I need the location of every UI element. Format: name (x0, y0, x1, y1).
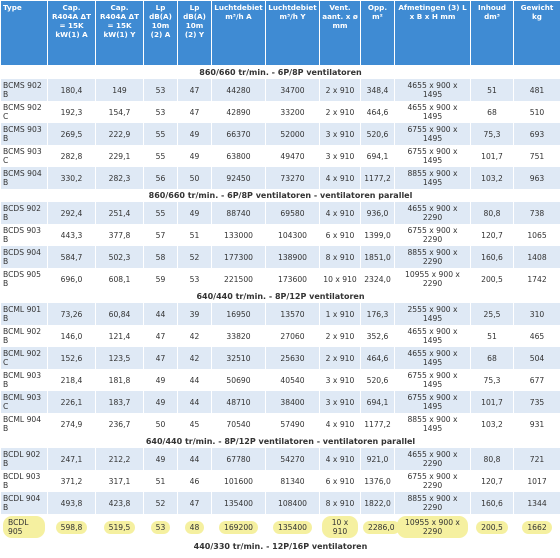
value-cell: 520,6 (361, 369, 395, 391)
value-cell: 40540 (266, 369, 320, 391)
value-cell: 176,3 (361, 303, 395, 325)
type-cell: BCMS 903 C (1, 145, 48, 167)
value-cell: 47 (178, 492, 212, 514)
value-cell: 1399,0 (361, 224, 395, 246)
value-cell: 2 x 910 (320, 79, 361, 101)
value-cell: 493,8 (48, 492, 96, 514)
type-cell: BCDL 902 B (1, 448, 48, 470)
value-cell: 721 (514, 448, 560, 470)
value-cell: 50 (144, 413, 178, 435)
type-cell: BCDL 903 B (1, 470, 48, 492)
table-row (1, 101, 560, 123)
table-row (1, 391, 560, 413)
value-cell: 751 (514, 145, 560, 167)
value-cell: 103,2 (471, 167, 514, 189)
value-cell: 49 (178, 123, 212, 145)
value-cell: 49 (144, 448, 178, 470)
section-title: 640/440 tr/min. - 8P/12P ventilatoren - ventilatoren parallel (1, 435, 560, 448)
value-cell: 80,8 (471, 448, 514, 470)
value-cell: 3 x 910 (320, 369, 361, 391)
value-cell: 44 (144, 303, 178, 325)
value-cell: 52000 (266, 123, 320, 145)
value-cell: 251,4 (96, 202, 144, 224)
value-cell: 60,84 (96, 303, 144, 325)
value-cell: 229,1 (96, 145, 144, 167)
highlight-mark: 10955 x 900 x 2290 (397, 516, 468, 538)
value-cell: 51 (144, 470, 178, 492)
column-header: Cap. R404A ΔT = 15K kW(1) Y (96, 1, 144, 66)
value-cell: 152,6 (48, 347, 96, 369)
table-row (1, 268, 560, 290)
value-cell: 608,1 (96, 268, 144, 290)
value-cell: 4 x 910 (320, 413, 361, 435)
value-cell: 103,2 (471, 413, 514, 435)
value-cell: 42 (178, 347, 212, 369)
highlight-mark: 200,5 (476, 521, 508, 534)
section-title-row (1, 290, 560, 303)
value-cell: 310 (514, 303, 560, 325)
section-title-row (1, 435, 560, 448)
table-row (1, 492, 560, 514)
value-cell: 4 x 910 (320, 202, 361, 224)
value-cell (178, 514, 212, 540)
value-cell: 6755 x 900 x 2290 (395, 224, 471, 246)
value-cell: 8 x 910 (320, 492, 361, 514)
value-cell: 735 (514, 391, 560, 413)
value-cell: 2 x 910 (320, 325, 361, 347)
value-cell: 51 (471, 325, 514, 347)
highlight-mark: 53 (151, 521, 171, 534)
value-cell: 502,3 (96, 246, 144, 268)
value-cell: 443,3 (48, 224, 96, 246)
value-cell: 4655 x 900 x 1495 (395, 79, 471, 101)
type-cell: BCDS 902 B (1, 202, 48, 224)
value-cell: 1408 (514, 246, 560, 268)
value-cell: 696,0 (48, 268, 96, 290)
value-cell: 46 (178, 470, 212, 492)
column-header: Lp dB(A) 10m (2) A (144, 1, 178, 66)
value-cell: 81340 (266, 470, 320, 492)
value-cell: 694,1 (361, 145, 395, 167)
value-cell: 25,5 (471, 303, 514, 325)
value-cell: 180,4 (48, 79, 96, 101)
value-cell: 177300 (212, 246, 266, 268)
value-cell: 236,7 (96, 413, 144, 435)
value-cell: 173600 (266, 268, 320, 290)
value-cell: 2324,0 (361, 268, 395, 290)
value-cell: 8 x 910 (320, 246, 361, 268)
value-cell: 53 (178, 268, 212, 290)
value-cell: 47 (178, 101, 212, 123)
value-cell (514, 514, 560, 540)
value-cell: 120,7 (471, 470, 514, 492)
type-cell: BCDS 904 B (1, 246, 48, 268)
value-cell: 6755 x 900 x 1495 (395, 123, 471, 145)
value-cell: 1177,2 (361, 413, 395, 435)
value-cell: 371,2 (48, 470, 96, 492)
value-cell: 1017 (514, 470, 560, 492)
value-cell (48, 514, 96, 540)
value-cell: 55 (144, 202, 178, 224)
table-row (1, 448, 560, 470)
type-cell: BCMS 902 C (1, 101, 48, 123)
value-cell: 104300 (266, 224, 320, 246)
value-cell: 4655 x 900 x 1495 (395, 325, 471, 347)
value-cell: 25630 (266, 347, 320, 369)
value-cell: 48710 (212, 391, 266, 413)
value-cell: 55 (144, 123, 178, 145)
value-cell: 42 (178, 325, 212, 347)
highlight-mark: 598,8 (56, 521, 88, 534)
value-cell: 693 (514, 123, 560, 145)
highlight-mark: 519,5 (104, 521, 136, 534)
value-cell: 8855 x 900 x 2290 (395, 492, 471, 514)
value-cell: 584,7 (48, 246, 96, 268)
value-cell (395, 514, 471, 540)
value-cell: 33820 (212, 325, 266, 347)
value-cell: 120,7 (471, 224, 514, 246)
value-cell: 47 (178, 79, 212, 101)
value-cell: 222,9 (96, 123, 144, 145)
value-cell: 352,6 (361, 325, 395, 347)
value-cell: 70540 (212, 413, 266, 435)
value-cell: 8855 x 900 x 1495 (395, 413, 471, 435)
table-body (1, 66, 560, 554)
value-cell: 59 (144, 268, 178, 290)
value-cell: 1177,2 (361, 167, 395, 189)
value-cell: 282,8 (48, 145, 96, 167)
value-cell: 348,4 (361, 79, 395, 101)
value-cell: 44 (178, 369, 212, 391)
value-cell: 101,7 (471, 391, 514, 413)
value-cell: 138900 (266, 246, 320, 268)
value-cell: 68 (471, 101, 514, 123)
section-title: 860/660 tr/min. - 6P/8P ventilatoren - ventilatoren parallel (1, 189, 560, 202)
value-cell: 520,6 (361, 123, 395, 145)
table-row (1, 167, 560, 189)
value-cell: 931 (514, 413, 560, 435)
value-cell: 73270 (266, 167, 320, 189)
value-cell: 160,6 (471, 492, 514, 514)
value-cell: 6755 x 900 x 1495 (395, 369, 471, 391)
section-title-row (1, 66, 560, 80)
value-cell: 42890 (212, 101, 266, 123)
value-cell: 52 (178, 246, 212, 268)
header-row (1, 1, 560, 66)
value-cell: 53 (144, 79, 178, 101)
type-cell: BCML 903 B (1, 369, 48, 391)
table-row (1, 369, 560, 391)
value-cell: 183,7 (96, 391, 144, 413)
value-cell: 27060 (266, 325, 320, 347)
value-cell: 73,26 (48, 303, 96, 325)
highlight-mark: 48 (185, 521, 205, 534)
value-cell: 133000 (212, 224, 266, 246)
value-cell: 423,8 (96, 492, 144, 514)
value-cell: 88740 (212, 202, 266, 224)
table-row (1, 79, 560, 101)
value-cell: 6 x 910 (320, 470, 361, 492)
section-title-row (1, 189, 560, 202)
value-cell: 200,5 (471, 268, 514, 290)
table-row (1, 347, 560, 369)
value-cell: 55 (144, 145, 178, 167)
value-cell (320, 514, 361, 540)
value-cell: 4 x 910 (320, 167, 361, 189)
value-cell: 1344 (514, 492, 560, 514)
value-cell: 292,4 (48, 202, 96, 224)
value-cell: 269,5 (48, 123, 96, 145)
value-cell: 34700 (266, 79, 320, 101)
value-cell: 101600 (212, 470, 266, 492)
value-cell: 92450 (212, 167, 266, 189)
value-cell: 49 (144, 369, 178, 391)
table-row (1, 413, 560, 435)
value-cell: 4655 x 900 x 2290 (395, 448, 471, 470)
value-cell: 154,7 (96, 101, 144, 123)
value-cell: 39 (178, 303, 212, 325)
value-cell: 464,6 (361, 347, 395, 369)
value-cell: 68 (471, 347, 514, 369)
column-header: Vent. aant. x ø mm (320, 1, 361, 66)
type-cell: BCML 903 C (1, 391, 48, 413)
value-cell: 160,6 (471, 246, 514, 268)
section-title: 640/440 tr/min. - 8P/12P ventilatoren (1, 290, 560, 303)
value-cell: 50690 (212, 369, 266, 391)
value-cell: 212,2 (96, 448, 144, 470)
type-cell: BCML 902 C (1, 347, 48, 369)
value-cell: 317,1 (96, 470, 144, 492)
table-row (1, 303, 560, 325)
value-cell (266, 514, 320, 540)
value-cell: 49470 (266, 145, 320, 167)
value-cell: 49 (178, 145, 212, 167)
value-cell: 274,9 (48, 413, 96, 435)
value-cell: 44280 (212, 79, 266, 101)
value-cell: 282,3 (96, 167, 144, 189)
value-cell: 963 (514, 167, 560, 189)
value-cell: 135400 (212, 492, 266, 514)
column-header: Opp. m² (361, 1, 395, 66)
value-cell: 6 x 910 (320, 224, 361, 246)
highlight-mark: 1662 (522, 521, 551, 534)
value-cell: 47 (144, 325, 178, 347)
value-cell: 2555 x 900 x 1495 (395, 303, 471, 325)
value-cell: 80,8 (471, 202, 514, 224)
value-cell: 504 (514, 347, 560, 369)
value-cell: 54270 (266, 448, 320, 470)
value-cell: 52 (144, 492, 178, 514)
value-cell: 1065 (514, 224, 560, 246)
value-cell: 3 x 910 (320, 391, 361, 413)
value-cell: 936,0 (361, 202, 395, 224)
value-cell: 58 (144, 246, 178, 268)
column-header: Afmetingen (3) L x B x H mm (395, 1, 471, 66)
type-cell: BCML 902 B (1, 325, 48, 347)
column-header: Cap. R404A ΔT = 15K kW(1) A (48, 1, 96, 66)
value-cell (361, 514, 395, 540)
value-cell: 10 x 910 (320, 268, 361, 290)
value-cell: 8855 x 900 x 2290 (395, 246, 471, 268)
value-cell: 33200 (266, 101, 320, 123)
highlight-mark: 2286,0 (363, 521, 400, 534)
value-cell: 3 x 910 (320, 145, 361, 167)
table-row (1, 145, 560, 167)
value-cell: 57 (144, 224, 178, 246)
value-cell: 75,3 (471, 369, 514, 391)
value-cell: 123,5 (96, 347, 144, 369)
column-header: Type (1, 1, 48, 66)
highlight-mark: 10 x 910 (322, 516, 358, 538)
value-cell: 10955 x 900 x 2290 (395, 268, 471, 290)
value-cell: 53 (144, 101, 178, 123)
section-title: 860/660 tr/min. - 6P/8P ventilatoren (1, 66, 560, 80)
column-header: Luchtdebiet m³/h A (212, 1, 266, 66)
value-cell: 69580 (266, 202, 320, 224)
value-cell: 67780 (212, 448, 266, 470)
value-cell: 32510 (212, 347, 266, 369)
value-cell: 47 (144, 347, 178, 369)
value-cell: 677 (514, 369, 560, 391)
type-cell: BCDL 904 B (1, 492, 48, 514)
value-cell: 4 x 910 (320, 448, 361, 470)
value-cell: 44 (178, 391, 212, 413)
value-cell: 57490 (266, 413, 320, 435)
value-cell: 181,8 (96, 369, 144, 391)
value-cell: 3 x 910 (320, 123, 361, 145)
highlight-mark: 169200 (219, 521, 258, 534)
value-cell: 6755 x 900 x 1495 (395, 145, 471, 167)
value-cell: 49 (178, 202, 212, 224)
value-cell: 192,3 (48, 101, 96, 123)
table-row (1, 325, 560, 347)
value-cell: 4655 x 900 x 2290 (395, 202, 471, 224)
type-cell: BCML 901 B (1, 303, 48, 325)
value-cell: 16950 (212, 303, 266, 325)
value-cell (96, 514, 144, 540)
highlight-mark: BCDL 905 (3, 516, 45, 538)
value-cell: 6755 x 900 x 1495 (395, 391, 471, 413)
value-cell: 8855 x 900 x 1495 (395, 167, 471, 189)
table-row (1, 123, 560, 145)
column-header: Gewicht kg (514, 1, 560, 66)
type-cell: BCDS 903 B (1, 224, 48, 246)
value-cell: 4655 x 900 x 1495 (395, 101, 471, 123)
value-cell: 1822,0 (361, 492, 395, 514)
table-row (1, 470, 560, 492)
value-cell: 330,2 (48, 167, 96, 189)
value-cell: 510 (514, 101, 560, 123)
value-cell: 44 (178, 448, 212, 470)
value-cell: 226,1 (48, 391, 96, 413)
value-cell: 50 (178, 167, 212, 189)
value-cell: 377,8 (96, 224, 144, 246)
type-cell (1, 514, 48, 540)
value-cell: 66370 (212, 123, 266, 145)
value-cell: 2 x 910 (320, 101, 361, 123)
type-cell: BCML 904 B (1, 413, 48, 435)
value-cell: 56 (144, 167, 178, 189)
value-cell: 75,3 (471, 123, 514, 145)
value-cell: 247,1 (48, 448, 96, 470)
section-title-cutoff: 440/330 tr/min. - 12P/16P ventilatoren (1, 540, 560, 553)
highlight-mark: 135400 (273, 521, 312, 534)
value-cell: 1 x 910 (320, 303, 361, 325)
table-row (1, 202, 560, 224)
value-cell: 51 (178, 224, 212, 246)
table-row (1, 246, 560, 268)
value-cell (212, 514, 266, 540)
value-cell: 149 (96, 79, 144, 101)
value-cell: 6755 x 900 x 2290 (395, 470, 471, 492)
type-cell: BCDS 905 B (1, 268, 48, 290)
value-cell: 4655 x 900 x 1495 (395, 347, 471, 369)
value-cell: 464,6 (361, 101, 395, 123)
type-cell: BCMS 904 B (1, 167, 48, 189)
column-header: Luchtdebiet m³/h Y (266, 1, 320, 66)
value-cell: 146,0 (48, 325, 96, 347)
value-cell: 63800 (212, 145, 266, 167)
value-cell: 221500 (212, 268, 266, 290)
section-title-row (1, 540, 560, 553)
value-cell: 921,0 (361, 448, 395, 470)
highlighted-row (1, 514, 560, 540)
value-cell: 481 (514, 79, 560, 101)
value-cell: 51 (471, 79, 514, 101)
type-cell: BCMS 902 B (1, 79, 48, 101)
value-cell: 2 x 910 (320, 347, 361, 369)
value-cell: 738 (514, 202, 560, 224)
column-header: Lp dB(A) 10m (2) Y (178, 1, 212, 66)
value-cell: 49 (144, 391, 178, 413)
value-cell: 101,7 (471, 145, 514, 167)
table-row (1, 224, 560, 246)
value-cell: 1851,0 (361, 246, 395, 268)
value-cell: 1742 (514, 268, 560, 290)
value-cell: 45 (178, 413, 212, 435)
value-cell (471, 514, 514, 540)
value-cell: 694,1 (361, 391, 395, 413)
value-cell: 218,4 (48, 369, 96, 391)
value-cell: 121,4 (96, 325, 144, 347)
value-cell: 38400 (266, 391, 320, 413)
value-cell: 1376,0 (361, 470, 395, 492)
value-cell: 13570 (266, 303, 320, 325)
value-cell: 465 (514, 325, 560, 347)
column-header: Inhoud dm³ (471, 1, 514, 66)
value-cell: 108400 (266, 492, 320, 514)
type-cell: BCMS 903 B (1, 123, 48, 145)
value-cell (144, 514, 178, 540)
